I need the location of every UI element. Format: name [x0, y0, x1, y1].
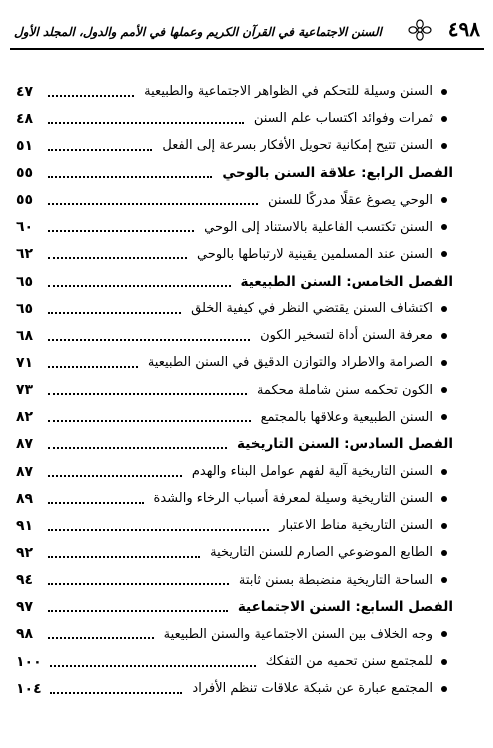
toc-entry-row: [16, 187, 453, 214]
page-reference: ٩٤: [16, 572, 34, 589]
entry-title: السنن التاريخية آلية لفهم عوامل البناء والهدم: [191, 464, 433, 480]
dot-leader: [48, 447, 227, 449]
entry-title: ثمرات وفوائد اكتساب علم السنن: [253, 111, 433, 127]
dot-leader: [48, 420, 251, 422]
dot-leader: [48, 285, 231, 287]
bullet-icon: [441, 686, 447, 692]
toc-entry-row: [16, 377, 453, 404]
entry-title: السنن تتيح إمكانية تحويل الأفكار بسرعة إلى الفعل: [162, 138, 433, 154]
toc-chapter-row: [16, 268, 453, 295]
page-reference: ٤٨: [16, 110, 34, 127]
toc-entry-row: [16, 458, 453, 485]
dot-leader: [48, 529, 269, 531]
bullet-icon: [441, 523, 447, 529]
toc-entry-row: [16, 295, 453, 322]
bullet-icon: [441, 360, 447, 366]
entry-title: السنن التاريخية وسيلة لمعرفة أسباب الرخاء والشدة: [153, 491, 433, 507]
dot-leader: [48, 122, 244, 124]
bullet-icon: [441, 469, 447, 475]
book-title: السنن الاجتماعية في القرآن الكريم وعملها في الأمم والدول، المجلد الأول: [14, 25, 382, 39]
bullet-icon: [441, 306, 447, 312]
page-reference: ٨٧: [16, 436, 34, 453]
toc-entry-row: [16, 512, 453, 539]
chapter-title: الفصل الرابع: علاقة السنن بالوحي: [222, 164, 453, 181]
toc-entry-row: [16, 78, 453, 105]
toc-entry-row: [16, 567, 453, 594]
entry-title: المجتمع عبارة عن شبكة علاقات تنظم الأفراد: [192, 681, 433, 697]
toc-entry-row: [16, 404, 453, 431]
toc-entry-row: [16, 539, 453, 566]
toc-entry-row: [16, 675, 453, 702]
entry-title: وجه الخلاف بين السنن الاجتماعية والسنن الطبيعية: [163, 626, 433, 642]
bullet-icon: [441, 143, 447, 149]
entry-title: الكون تحكمه سنن شاملة محكمة: [256, 382, 433, 398]
dot-leader: [48, 637, 154, 639]
chapter-title: الفصل الخامس: السنن الطبيعية: [240, 273, 453, 290]
dot-leader: [48, 230, 194, 232]
page-reference: ٩١: [16, 517, 34, 534]
page-number: ٤٩٨: [447, 17, 480, 41]
entry-title: السنن عند المسلمين يقينية لارتباطها بالوحي: [196, 246, 433, 262]
page-reference: ٨٧: [16, 463, 34, 480]
dot-leader: [50, 665, 256, 667]
entry-title: السنن وسيلة للتحكم في الظواهر الاجتماعية والطبيعية: [144, 84, 433, 100]
bullet-icon: [441, 659, 447, 665]
toc-entry-row: [16, 241, 453, 268]
flower-ornament-icon: [408, 19, 432, 41]
entry-title: معرفة السنن أداة لتسخير الكون: [260, 328, 433, 344]
page-reference: ٥٥: [16, 164, 34, 181]
page-reference: ٨٢: [16, 409, 34, 426]
page-reference: ٩٧: [16, 599, 34, 616]
bullet-icon: [441, 333, 447, 339]
page-reference: ٧٣: [16, 382, 34, 399]
page-reference: ٥١: [16, 137, 34, 154]
dot-leader: [48, 556, 200, 558]
page-reference: ١٠٠: [16, 653, 42, 670]
page-reference: ٩٢: [16, 544, 34, 561]
toc-entry-row: [16, 485, 453, 512]
page-reference: ٩٨: [16, 626, 34, 643]
dot-leader: [48, 339, 250, 341]
bullet-icon: [441, 116, 447, 122]
chapter-title: الفصل السادس: السنن التاريخية: [237, 436, 453, 453]
page-reference: ٦٥: [16, 273, 34, 290]
bullet-icon: [441, 89, 447, 95]
dot-leader: [48, 203, 258, 205]
entry-title: الساحة التاريخية منضبطة بسنن ثابتة: [238, 572, 433, 588]
toc-entry-row: [16, 322, 453, 349]
dot-leader: [48, 475, 182, 477]
dot-leader: [48, 393, 247, 395]
toc-entry-row: [16, 648, 453, 675]
page-reference: ٦٢: [16, 246, 34, 263]
dot-leader: [50, 692, 183, 694]
entry-title: اكتشاف السنن يقتضي النظر في كيفية الخلق: [191, 301, 433, 317]
entry-title: السنن التاريخية مناط الاعتبار: [279, 518, 433, 534]
bullet-icon: [441, 550, 447, 556]
page-reference: ٥٥: [16, 192, 34, 209]
page-reference: ٦٥: [16, 300, 34, 317]
toc-entry-row: [16, 349, 453, 376]
header-rule: [10, 48, 484, 50]
page-reference: ٦٨: [16, 327, 34, 344]
entry-title: للمجتمع سنن تحميه من التفكك: [265, 654, 433, 670]
toc-entry-row: [16, 621, 453, 648]
dot-leader: [48, 610, 228, 612]
dot-leader: [48, 257, 187, 259]
entry-title: السنن تكتسب الفاعلية بالاستناد إلى الوحي: [204, 219, 433, 235]
page-reference: ١٠٤: [16, 680, 42, 697]
dot-leader: [48, 312, 181, 314]
page-reference: ٧١: [16, 354, 34, 371]
toc-entry-row: [16, 132, 453, 159]
entry-title: الوحي يصوغ عقلًا مدركًا للسنن: [267, 192, 433, 208]
toc-chapter-row: [16, 159, 453, 186]
page-reference: ٤٧: [16, 83, 34, 100]
chapter-title: الفصل السابع: السنن الاجتماعية: [237, 599, 453, 616]
bullet-icon: [441, 496, 447, 502]
dot-leader: [48, 149, 152, 151]
entry-title: السنن الطبيعية وعلاقها بالمجتمع: [260, 409, 433, 425]
entry-title: الطابع الموضوعي الصارم للسنن التاريخية: [210, 545, 433, 561]
dot-leader: [48, 502, 144, 504]
page-reference: ٨٩: [16, 490, 34, 507]
toc-chapter-row: [16, 431, 453, 458]
entry-title: الصرامة والاطراد والتوازن الدقيق في السنن الطبيعية: [147, 355, 433, 371]
page-reference: ٦٠: [16, 219, 34, 236]
toc-entry-row: [16, 214, 453, 241]
dot-leader: [48, 583, 229, 585]
running-header: [10, 14, 484, 50]
toc-entry-row: [16, 105, 453, 132]
dot-leader: [48, 366, 138, 368]
dot-leader: [48, 95, 134, 97]
toc-chapter-row: [16, 594, 453, 621]
table-of-contents: [16, 78, 453, 702]
dot-leader: [48, 176, 212, 178]
